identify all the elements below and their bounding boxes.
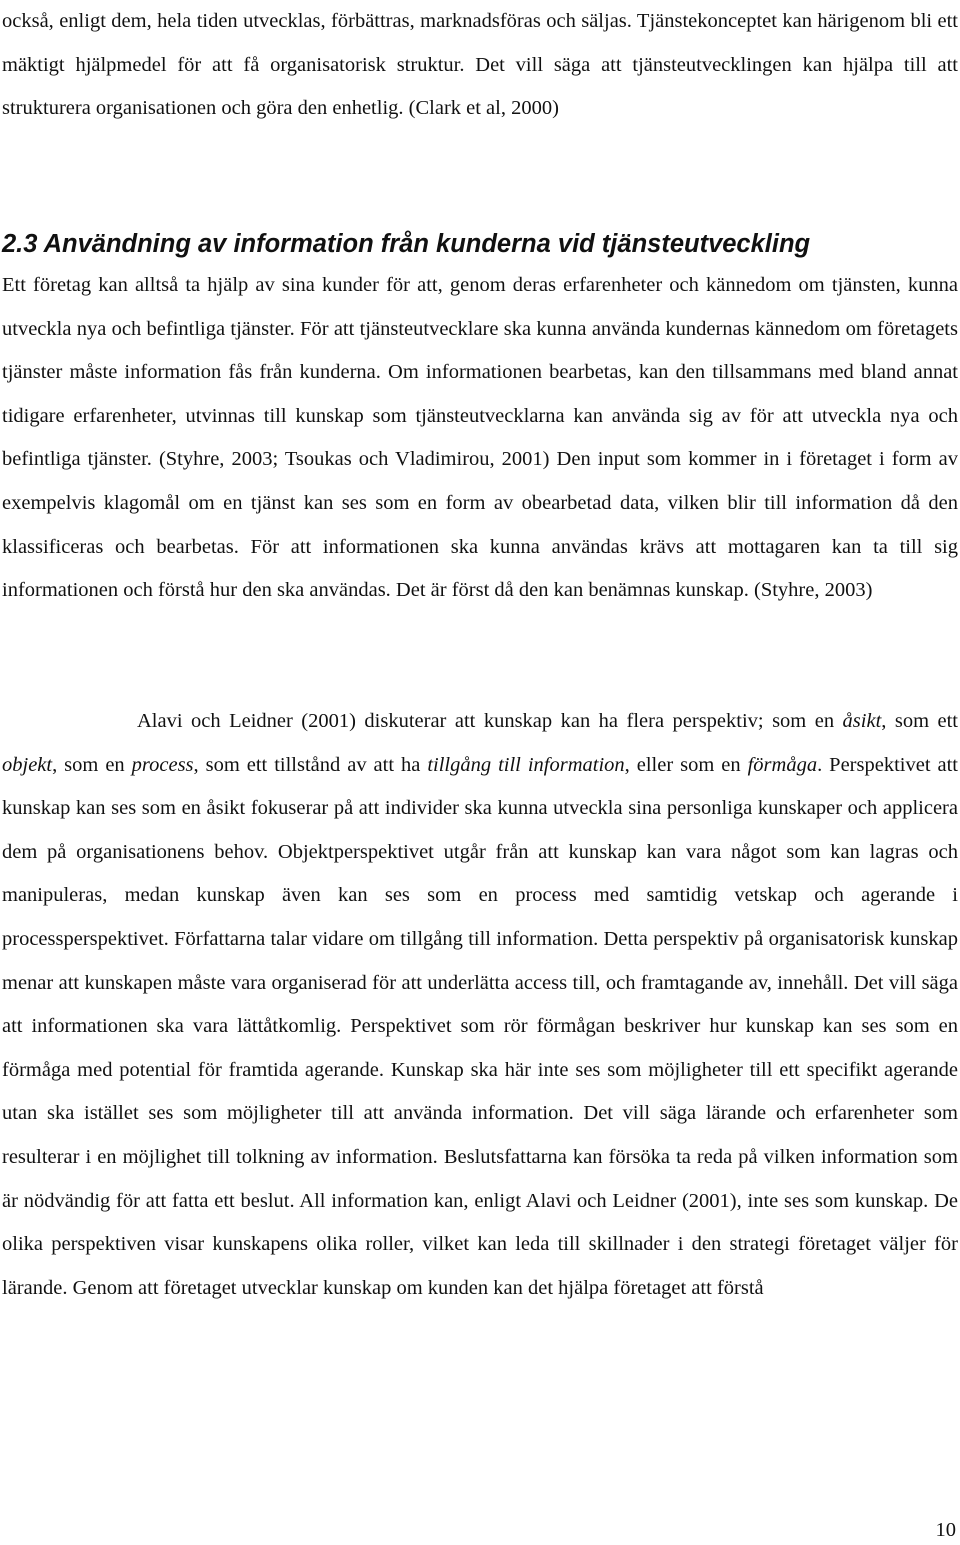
term-formaga: förmåga (747, 753, 818, 776)
section-paragraph-1: Ett företag kan alltså ta hjälp av sina kunder för att, genom deras erfarenheter och kännedom om tjänsten, kunna utveckla nya och befintliga tjänster. För att tjänsteutvecklare ska kunna använda kundernas kännedom om företagets tjänster måste information fås från kunderna. Om informationen bearbetas, kan den tillsammans med bland annat tidigare erfarenheter, utvinnas till kunskap som tjänsteutvecklarna kan använda sig av för att utveckla nya och befintliga tjänster. (Styhre, 2003; Tsoukas och Vladimirou, 2001) Den input som kommer in i företaget i form av exempelvis klagomål om en tjänst kan ses som en form av obearbetad data, vilken blir till information då den klassificeras och bearbetas. För att informationen ska kunna användas krävs att mottagaren kan ta till sig informationen och förstå hur den ska användas. Det är först då den kan benämnas kunskap. (Styhre, 2003) (2, 274, 958, 602)
paragraph-2-text: Alavi och Leidner (2001) diskuterar att kunskap kan ha flera perspektiv; som en (137, 710, 843, 732)
term-tillgang-till-information: tillgång till information (427, 753, 625, 776)
paragraph-2-text: , som ett (881, 710, 958, 732)
paragraph-2-text: , eller som en (624, 753, 748, 776)
page-number: 10 (935, 1519, 956, 1541)
term-process: process (131, 753, 194, 776)
intro-paragraph: också, enligt dem, hela tiden utvecklas, förbättras, marknadsföras och säljas. Tjänstekonceptet kan härigenom bli ett mäktigt hjälpmedel för att få organisatorisk struktur. Det vill säga att tjänsteutvecklingen kan hjälpa till att strukturera organisationen och göra den enhetlig. (Clark et al, 2000) (2, 10, 958, 120)
paragraph-2-text: , som ett tillstånd av att ha (193, 753, 428, 776)
term-asikt: åsikt (842, 710, 882, 732)
section-heading: 2.3 Användning av information från kunderna vid tjänsteutveckling (2, 230, 811, 258)
section-paragraph-2 (2, 700, 958, 1310)
term-objekt: objekt (2, 753, 53, 776)
paragraph-2-text: , som en (52, 753, 132, 776)
paragraph-2-text: . Perspektivet att kunskap kan ses som en åsikt fokuserar på att individer ska kunna utveckla sina personliga kunskaper och applicera dem på organisationens behov. Objektperspektivet utgår från att kunskap kan vara något som kan lagras och manipuleras, medan kunskap även kan ses som en process med samtidig vetskap och agerande i processperspektivet. Författarna talar vidare om tillgång till information. Detta perspektiv på organisatorisk kunskap menar att kunskapen måste vara organiserad för att underlätta access till, och framtagande av, innehåll. Det vill säga att informationen ska vara lättåtkomlig. Perspektivet som rör förmågan beskriver hur kunskap kan ses som en förmåga med potential för framtida agerande. Kunskap ska här inte ses som möjligheter till ett specifikt agerande utan ska istället ses som möjligheter till att använda information. Det vill säga lärande och erfarenheter som resulterar i en möjlighet till tolkning av information. Beslutsfattarna kan försöka ta reda på vilken information som är nödvändig för att fatta ett beslut. All information kan, enligt Alavi och Leidner (2001), inte ses som kunskap. De olika perspektiven visar kunskapens olika roller, vilket kan leda till skillnader i den strategi företaget väljer för lärande. Genom att företaget utvecklar kunskap om kunden kan det hjälpa företaget att förstå (2, 753, 958, 1299)
